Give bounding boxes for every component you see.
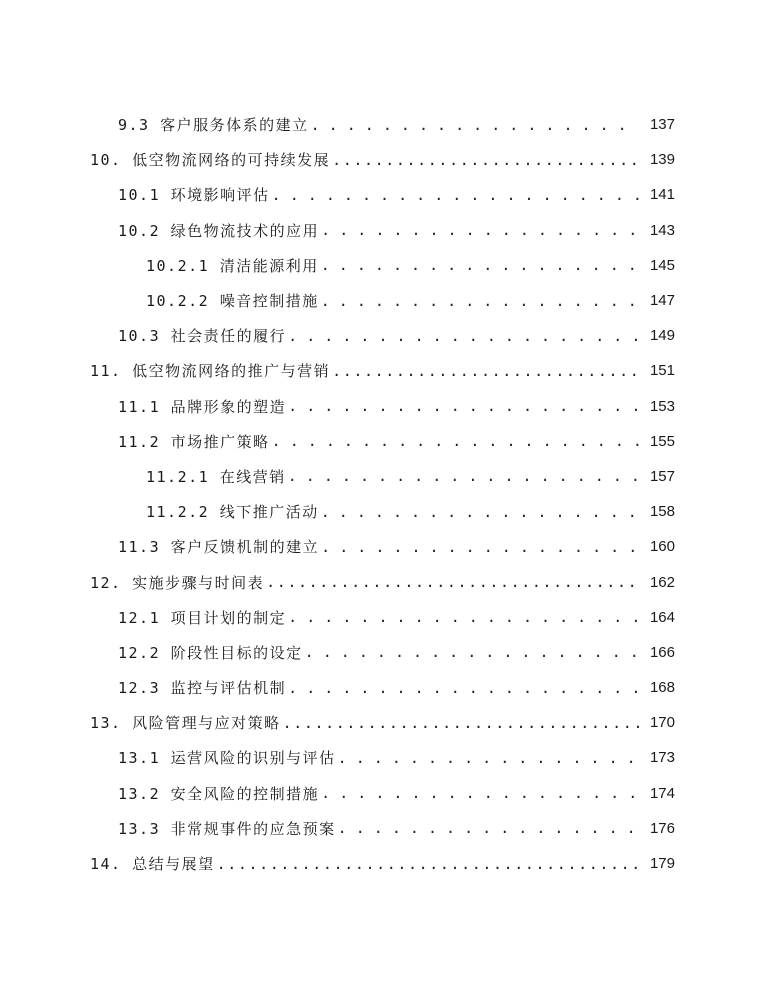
toc-entry[interactable] (0, 459, 765, 494)
toc-entry-title: 10.2 绿色物流技术的应用 (118, 221, 320, 240)
toc-entry[interactable] (0, 142, 765, 177)
toc-entry[interactable] (0, 494, 765, 529)
toc-leader-dots (266, 573, 639, 591)
toc-leader-dots (272, 432, 639, 450)
toc-page-number: 174 (649, 784, 675, 802)
toc-entry-title: 10.3 社会责任的履行 (118, 327, 287, 346)
toc-entry-title: 12.3 监控与评估机制 (118, 679, 287, 698)
toc-entry[interactable] (0, 600, 765, 635)
toc-leader-dots (332, 362, 639, 380)
toc-entry-title: 9.3 客户服务体系的建立 (118, 116, 309, 135)
table-of-contents (0, 107, 765, 881)
toc-entry[interactable] (0, 705, 765, 740)
toc-entry-title: 13. 风险管理与应对策略 (90, 714, 281, 733)
toc-leader-dots (321, 256, 639, 274)
toc-page-number: 170 (649, 714, 675, 732)
toc-entry-title: 11.3 客户反馈机制的建立 (118, 538, 320, 557)
toc-page-number: 143 (649, 221, 675, 239)
toc-leader-dots (272, 186, 639, 204)
toc-page-number: 151 (649, 362, 675, 380)
toc-leader-dots (283, 714, 639, 732)
toc-leader-dots (288, 327, 639, 345)
toc-entry-title: 10.1 环境影响评估 (118, 186, 270, 205)
toc-entry[interactable] (0, 318, 765, 353)
toc-entry-title: 13.2 安全风险的控制措施 (118, 784, 320, 803)
toc-leader-dots (288, 467, 639, 485)
toc-leader-dots (288, 679, 639, 697)
toc-entry[interactable] (0, 811, 765, 846)
toc-page-number: 166 (649, 643, 675, 661)
toc-leader-dots (321, 292, 639, 310)
toc-leader-dots (217, 855, 639, 873)
toc-page-number: 153 (649, 397, 675, 415)
toc-entry-title: 14. 总结与展望 (90, 855, 215, 874)
toc-leader-dots (305, 643, 639, 661)
toc-entry[interactable] (0, 564, 765, 599)
toc-leader-dots (321, 538, 639, 556)
toc-entry[interactable] (0, 283, 765, 318)
toc-leader-dots (321, 221, 639, 239)
toc-leader-dots (332, 151, 639, 169)
toc-page-number: 179 (649, 855, 675, 873)
toc-leader-dots (338, 819, 639, 837)
toc-entry-title: 13.1 运营风险的识别与评估 (118, 749, 336, 768)
toc-entry-title: 11.1 品牌形象的塑造 (118, 397, 287, 416)
toc-entry[interactable] (0, 213, 765, 248)
toc-entry-title: 10. 低空物流网络的可持续发展 (90, 151, 331, 170)
toc-entry-title: 11.2 市场推广策略 (118, 432, 270, 451)
toc-leader-dots (288, 397, 639, 415)
toc-entry-title: 12.2 阶段性目标的设定 (118, 643, 303, 662)
toc-entry-title: 11.2.2 线下推广活动 (146, 503, 319, 522)
toc-leader-dots (321, 784, 639, 802)
toc-page-number: 160 (649, 538, 675, 556)
toc-leader-dots (338, 749, 639, 767)
toc-entry-title: 10.2.2 噪音控制措施 (146, 292, 319, 311)
toc-entry-title: 10.2.1 清洁能源利用 (146, 256, 319, 275)
toc-page-number: 139 (649, 151, 675, 169)
toc-page-number: 158 (649, 503, 675, 521)
toc-entry[interactable] (0, 635, 765, 670)
toc-entry[interactable] (0, 846, 765, 881)
toc-entry[interactable] (0, 353, 765, 388)
toc-page-number: 155 (649, 432, 675, 450)
toc-entry[interactable] (0, 177, 765, 212)
toc-entry-title: 11. 低空物流网络的推广与营销 (90, 362, 331, 381)
toc-entry[interactable] (0, 107, 765, 142)
toc-entry[interactable] (0, 740, 765, 775)
toc-entry[interactable] (0, 389, 765, 424)
toc-page-number: 147 (649, 292, 675, 310)
toc-leader-dots (311, 116, 639, 134)
toc-entry[interactable] (0, 248, 765, 283)
toc-entry[interactable] (0, 776, 765, 811)
toc-page-number: 168 (649, 679, 675, 697)
toc-page-number: 137 (649, 116, 675, 134)
toc-page-number: 145 (649, 256, 675, 274)
toc-entry-title: 12. 实施步骤与时间表 (90, 573, 265, 592)
toc-entry[interactable] (0, 424, 765, 459)
toc-page-number: 173 (649, 749, 675, 767)
toc-page-number: 162 (649, 573, 675, 591)
toc-page-number: 141 (649, 186, 675, 204)
toc-entry-title: 13.3 非常规事件的应急预案 (118, 819, 336, 838)
toc-leader-dots (321, 503, 639, 521)
toc-page-number: 176 (649, 819, 675, 837)
toc-entry[interactable] (0, 670, 765, 705)
toc-entry-title: 12.1 项目计划的制定 (118, 608, 287, 627)
toc-page-number: 157 (649, 467, 675, 485)
toc-entry[interactable] (0, 529, 765, 564)
toc-page-number: 164 (649, 608, 675, 626)
toc-entry-title: 11.2.1 在线营销 (146, 467, 286, 486)
toc-leader-dots (288, 608, 639, 626)
toc-page-number: 149 (649, 327, 675, 345)
